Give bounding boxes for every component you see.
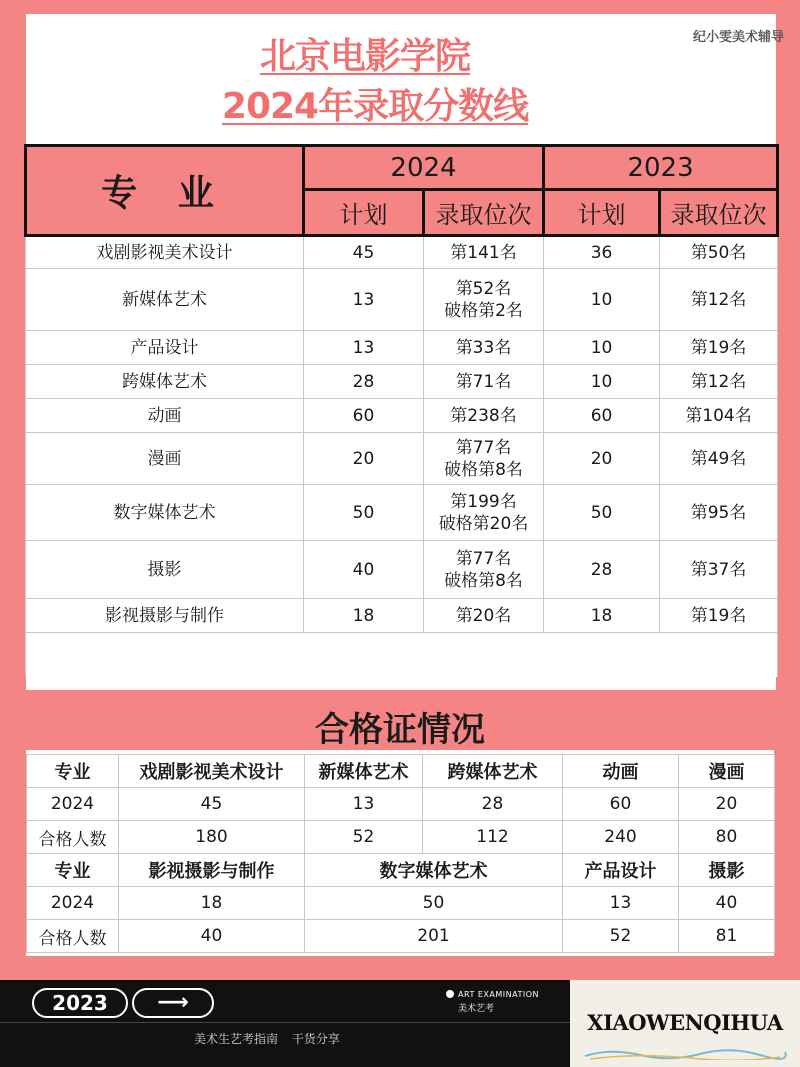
cell-rank-2023: 第12名 — [660, 365, 778, 399]
rank-line: 第199名 — [450, 491, 517, 512]
cert-r1-3: 28 — [423, 788, 563, 821]
cert-p2-4: 81 — [679, 920, 775, 953]
rank-line: 第71名 — [455, 371, 512, 392]
page-title-school: 北京电影学院 — [259, 36, 470, 77]
cell-major: 新媒体艺术 — [26, 269, 304, 331]
certificate-table — [26, 754, 775, 953]
col-plan-2023: 计划 — [544, 190, 660, 236]
col-rank-2024: 录取位次 — [424, 190, 544, 236]
cell-major: 漫画 — [26, 433, 304, 485]
table-row — [26, 331, 778, 365]
rank-line: 破格第20名 — [438, 513, 529, 534]
cell-rank-2024 — [424, 236, 544, 269]
rank-line: 第52名 — [455, 278, 512, 299]
rank-line: 第141名 — [450, 242, 517, 263]
cell-rank-2024 — [424, 331, 544, 365]
cell-plan-2024: 13 — [304, 331, 424, 365]
cell-plan-2024: 60 — [304, 399, 424, 433]
table-row — [26, 365, 778, 399]
cell-rank-2023: 第49名 — [660, 433, 778, 485]
empty-cell — [26, 633, 304, 677]
rank-line: 第77名 — [455, 548, 512, 569]
empty-cell — [660, 633, 778, 677]
cell-major: 摄影 — [26, 541, 304, 599]
cell-major: 产品设计 — [26, 331, 304, 365]
cell-major: 数字媒体艺术 — [26, 485, 304, 541]
cert-p1-0: 合格人数 — [27, 821, 119, 854]
cert-p1-3: 112 — [423, 821, 563, 854]
cert-p2-1: 40 — [119, 920, 305, 953]
empty-row — [26, 633, 778, 677]
cert-h2-1: 影视摄影与制作 — [119, 854, 305, 887]
cert-r1-4: 60 — [563, 788, 679, 821]
cert-r2-3: 13 — [563, 887, 679, 920]
cell-plan-2023: 10 — [544, 365, 660, 399]
cert-r1-0: 2024 — [27, 788, 119, 821]
certificate-title: 合格证情况 — [315, 710, 485, 750]
cert-p2-2: 201 — [305, 920, 563, 953]
rank-line: 第238名 — [450, 405, 517, 426]
empty-cell — [544, 633, 660, 677]
cert-p1-4: 240 — [563, 821, 679, 854]
col-rank-2023: 录取位次 — [660, 190, 778, 236]
cert-h1-5: 漫画 — [679, 755, 775, 788]
cell-major: 影视摄影与制作 — [26, 599, 304, 633]
brand-logo: XIAOWENQIHUA — [587, 1010, 783, 1035]
cell-rank-2023: 第37名 — [660, 541, 778, 599]
empty-cell — [304, 633, 424, 677]
cell-rank-2024 — [424, 433, 544, 485]
cell-rank-2023: 第95名 — [660, 485, 778, 541]
cert-h1-4: 动画 — [563, 755, 679, 788]
cert-r2-1: 18 — [119, 887, 305, 920]
cell-rank-2023: 第19名 — [660, 331, 778, 365]
cell-major: 跨媒体艺术 — [26, 365, 304, 399]
cell-plan-2024: 13 — [304, 269, 424, 331]
cert-p1-1: 180 — [119, 821, 305, 854]
admission-table-body — [26, 236, 778, 677]
footer-divider — [0, 1022, 570, 1023]
cert-r2-4: 40 — [679, 887, 775, 920]
dot-icon — [446, 990, 454, 998]
table-row — [26, 433, 778, 485]
table-row — [26, 485, 778, 541]
cell-plan-2023: 10 — [544, 331, 660, 365]
cert-r2-0: 2024 — [27, 887, 119, 920]
cert-r1-1: 45 — [119, 788, 305, 821]
col-year-2024: 2024 — [304, 146, 544, 190]
art-exam-cn-label: 美术艺考 — [458, 1004, 495, 1014]
cert-h1-1: 戏剧影视美术设计 — [119, 755, 305, 788]
cert-header-row-2 — [27, 854, 775, 887]
col-major-header: 专 业 — [26, 146, 304, 236]
cert-pass-row-2 — [27, 920, 775, 953]
brand-watermark: 纪小雯美术辅导 — [692, 30, 784, 45]
cell-major: 动画 — [26, 399, 304, 433]
cell-plan-2024: 40 — [304, 541, 424, 599]
rank-line: 破格第8名 — [444, 459, 523, 480]
cell-rank-2024 — [424, 485, 544, 541]
cell-plan-2023: 18 — [544, 599, 660, 633]
cert-2024-row-1 — [27, 788, 775, 821]
cell-rank-2024 — [424, 541, 544, 599]
cell-rank-2024 — [424, 269, 544, 331]
cell-rank-2024 — [424, 399, 544, 433]
cell-rank-2023: 第12名 — [660, 269, 778, 331]
cell-plan-2023: 10 — [544, 269, 660, 331]
table-row — [26, 236, 778, 269]
page-title-year: 2024年录取分数线 — [221, 86, 529, 127]
rank-line: 第20名 — [455, 605, 512, 626]
col-year-2023: 2023 — [544, 146, 778, 190]
rank-line: 破格第8名 — [444, 570, 523, 591]
cert-p1-2: 52 — [305, 821, 423, 854]
empty-cell — [424, 633, 544, 677]
cert-h2-4: 摄影 — [679, 854, 775, 887]
cell-plan-2024: 20 — [304, 433, 424, 485]
cert-header-row-1 — [27, 755, 775, 788]
cert-h1-0: 专业 — [27, 755, 119, 788]
cert-h2-3: 产品设计 — [563, 854, 679, 887]
cell-plan-2024: 28 — [304, 365, 424, 399]
cert-h2-2: 数字媒体艺术 — [305, 854, 563, 887]
cert-pass-row-1 — [27, 821, 775, 854]
cell-plan-2023: 20 — [544, 433, 660, 485]
cert-h1-3: 跨媒体艺术 — [423, 755, 563, 788]
cell-plan-2024: 18 — [304, 599, 424, 633]
arrow-right-icon: ⟶ — [132, 988, 214, 1018]
rank-line: 第77名 — [455, 437, 512, 458]
table-row — [26, 399, 778, 433]
cell-plan-2024: 50 — [304, 485, 424, 541]
footer-tagline: 美术生艺考指南 干货分享 — [194, 1032, 340, 1046]
cell-rank-2024 — [424, 599, 544, 633]
rank-line: 破格第2名 — [444, 300, 523, 321]
art-examination-label: ART EXAMINATION — [458, 990, 540, 999]
cell-plan-2023: 36 — [544, 236, 660, 269]
rank-line: 第33名 — [455, 337, 512, 358]
table-row — [26, 269, 778, 331]
cell-rank-2023: 第50名 — [660, 236, 778, 269]
cell-plan-2024: 45 — [304, 236, 424, 269]
cert-r1-2: 13 — [305, 788, 423, 821]
admission-table — [24, 144, 779, 677]
cell-rank-2024 — [424, 365, 544, 399]
cert-h1-2: 新媒体艺术 — [305, 755, 423, 788]
cert-r2-2: 50 — [305, 887, 563, 920]
cell-rank-2023: 第104名 — [660, 399, 778, 433]
cert-r1-5: 20 — [679, 788, 775, 821]
cert-p2-3: 52 — [563, 920, 679, 953]
year-pill: 2023 — [32, 988, 128, 1018]
cert-p2-0: 合格人数 — [27, 920, 119, 953]
col-plan-2024: 计划 — [304, 190, 424, 236]
cert-2024-row-2 — [27, 887, 775, 920]
table-row — [26, 541, 778, 599]
cell-plan-2023: 28 — [544, 541, 660, 599]
table-row — [26, 599, 778, 633]
cert-h2-0: 专业 — [27, 854, 119, 887]
cell-plan-2023: 60 — [544, 399, 660, 433]
cell-rank-2023: 第19名 — [660, 599, 778, 633]
wave-decoration-icon — [580, 1048, 790, 1060]
cell-major: 戏剧影视美术设计 — [26, 236, 304, 269]
cell-plan-2023: 50 — [544, 485, 660, 541]
cert-p1-5: 80 — [679, 821, 775, 854]
